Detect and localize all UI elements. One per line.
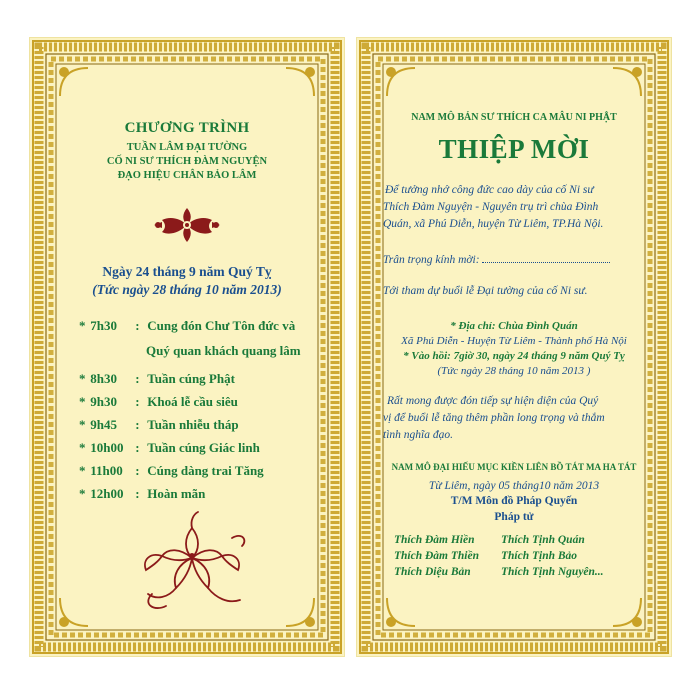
closing-line-1: Rất mong được đón tiếp sự hiện diện của Quý xyxy=(387,395,599,407)
invite-line xyxy=(383,252,610,266)
invitation-title: THIỆP MỜI xyxy=(438,134,590,164)
subtitle-line-3: ĐẠO HIỆU CHÂN BẢO LÂM xyxy=(117,170,257,181)
on-behalf-line-2: Pháp tử xyxy=(494,511,534,523)
on-behalf-line: T/M Môn đồ Pháp Quyến xyxy=(450,495,578,507)
disciple-name: Thích Diệu Bản xyxy=(394,566,471,578)
schedule-item: * 9h30 : Khoá lễ cầu siêu xyxy=(79,394,238,409)
disciple-name: Thích Tịnh Quán xyxy=(501,534,585,546)
closing-line-2: vị để buổi lễ tăng thêm phần long trọng và thắm xyxy=(383,412,605,424)
subtitle-line-2: CỐ NI SƯ THÍCH ĐÀM NGUYỆN xyxy=(106,156,268,167)
subtitle-line-1: TUẦN LÂM ĐẠI TƯỜNG xyxy=(126,142,248,153)
schedule-item-continued: Quý quan khách quang lâm xyxy=(146,343,301,358)
red-floral-ornament-icon xyxy=(152,204,222,246)
invite-label: Trân trọng kính mời: xyxy=(383,254,480,266)
disciple-name: Thích Đàm Thiền xyxy=(394,550,479,562)
disciple-name: Thích Tịnh Bảo xyxy=(501,550,578,562)
program-card xyxy=(30,38,344,656)
attend-line: Tới tham dự buổi lễ Đại tường của cố Ni sư. xyxy=(383,285,588,297)
disciple-name: Thích Tịnh Nguyên... xyxy=(501,566,604,578)
lotus-line-art-icon xyxy=(132,508,252,618)
intro-line-1: Để tưởng nhớ công đức cao dày của cố Ni sư xyxy=(385,184,594,196)
program-date: Ngày 24 tháng 9 năm Quý Tỵ xyxy=(102,264,272,279)
invitation-header: NAM MÔ BẢN SƯ THÍCH CA MÂU NI PHẬT xyxy=(411,112,617,123)
intro-line-3: Quán, xã Phú Diễn, huyện Từ Liêm, TP.Hà Nội. xyxy=(383,218,604,230)
place-date: Từ Liêm, ngày 05 tháng10 năm 2013 xyxy=(428,480,600,492)
guest-name-blank xyxy=(482,252,610,263)
schedule-item: * 12h00 : Hoàn mãn xyxy=(79,486,206,501)
intro-line-2: Thích Đàm Nguyện - Nguyên trụ trì chùa Đình xyxy=(383,201,599,213)
schedule-item: * 9h45 : Tuần nhiễu tháp xyxy=(79,417,239,432)
schedule-item: * 7h30 : Cung đón Chư Tôn đức và xyxy=(79,318,296,333)
closing-line-3: tình nghĩa đạo. xyxy=(383,429,453,441)
program-date-solar: (Tức ngày 28 tháng 10 năm 2013) xyxy=(92,282,282,297)
address-label: * Địa chỉ: Chùa Đình Quán xyxy=(450,320,578,332)
time-label: * Vào hồi: 7giờ 30, ngày 24 tháng 9 năm Quý Tỵ xyxy=(403,350,625,362)
schedule-item: * 8h30 : Tuần cúng Phật xyxy=(79,371,235,386)
invitation-card xyxy=(357,38,671,656)
blessing-line: NAM MÔ ĐẠI HIẾU MỤC KIỀN LIÊN BỒ TÁT MA HA TÁT xyxy=(391,462,637,472)
program-title: CHƯƠNG TRÌNH xyxy=(124,120,250,136)
disciple-name: Thích Đàm Hiền xyxy=(394,534,475,546)
address-line: Xã Phú Diễn - Huyện Từ Liêm - Thành phố Hà Nội xyxy=(401,335,627,347)
schedule-item: * 10h00 : Tuần cúng Giác linh xyxy=(79,440,260,455)
time-line: (Tức ngày 28 tháng 10 năm 2013 ) xyxy=(437,365,591,377)
schedule-item: * 11h00 : Cúng dàng trai Tăng xyxy=(79,463,264,478)
